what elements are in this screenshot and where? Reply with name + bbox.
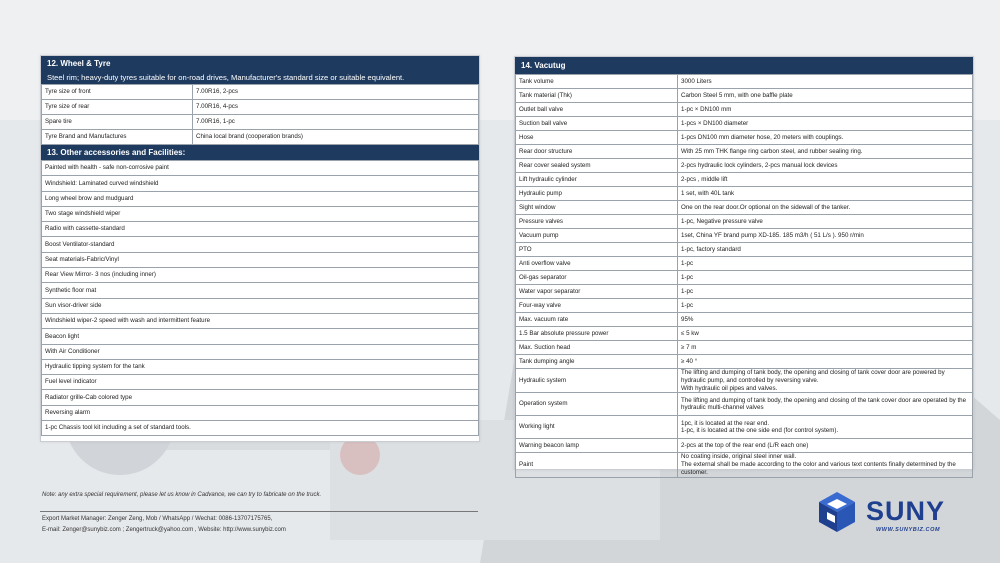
spec-label: Pressure valves (516, 215, 678, 229)
table-row (42, 176, 479, 191)
spec-value (678, 271, 973, 285)
table-row (516, 341, 973, 355)
accessories-table (41, 160, 479, 436)
table-row (516, 271, 973, 285)
spec-value-line: ≥ 7 m (681, 343, 697, 351)
table-row (516, 215, 973, 229)
table-row (42, 390, 479, 405)
spec-value-line: With 25 mm THK flange ring carbon steel, and rubber sealing ring. (681, 147, 863, 155)
spec-label: Operation system (516, 393, 678, 416)
spec-value-line: 1-pc × DN100 mm (681, 105, 732, 113)
table-row (516, 369, 973, 393)
table-row (42, 405, 479, 420)
contact-manager: Export Market Manager: Zenger Zeng, Mob / WhatsApp / Wechat: 0086-13707175765, (42, 516, 273, 522)
accessory-item: Windshield wiper-2 speed with wash and intermittent feature (42, 313, 479, 328)
spec-label: Rear door structure (516, 145, 678, 159)
table-row (42, 115, 479, 130)
table-row (42, 85, 479, 100)
accessory-item: Rear View Mirror- 3 nos (including inner) (42, 268, 479, 283)
table-row (516, 187, 973, 201)
spec-label: Paint (516, 453, 678, 477)
spec-value-line: With hydraulic oil pipes and valves. (681, 384, 778, 392)
table-row (42, 130, 479, 145)
spec-value (678, 393, 973, 416)
right-spec-panel (514, 56, 974, 476)
table-row (42, 252, 479, 267)
accessory-item: Fuel level indicator (42, 375, 479, 390)
spec-label: Working light (516, 416, 678, 439)
table-row (42, 344, 479, 359)
spec-label: Tank dumping angle (516, 355, 678, 369)
spec-value (678, 453, 973, 477)
spec-value-line: Carbon Steel 5 mm, with one baffle plate (681, 91, 793, 99)
spec-value (678, 416, 973, 439)
spec-value (678, 243, 973, 257)
spec-label: Suction ball valve (516, 117, 678, 131)
spec-value-line: No coating inside, original steel inner wall. (681, 453, 797, 461)
accessory-item: Windshield: Laminated curved windshield (42, 176, 479, 191)
spec-label: Hose (516, 131, 678, 145)
spec-label: Anti overflow valve (516, 257, 678, 271)
table-row (42, 359, 479, 374)
table-row (516, 257, 973, 271)
table-row (42, 222, 479, 237)
spec-value-line: 1-pc, factory standard (681, 245, 741, 253)
spec-label: Tyre Brand and Manufactures (42, 130, 193, 145)
spec-value-line: ≤ 5 kw (681, 329, 699, 337)
table-row (42, 298, 479, 313)
table-row (516, 416, 973, 439)
accessory-item: 1-pc Chassis tool kit including a set of standard tools. (42, 421, 479, 436)
accessory-item: Synthetic floor mat (42, 283, 479, 298)
spec-value-line: 1-pcs × DN100 diameter (681, 119, 749, 127)
spec-value (678, 187, 973, 201)
suny-cube-logo-icon (815, 490, 859, 534)
logo-url: WWW.SUNYBIZ.COM (876, 527, 941, 533)
accessory-item: With Air Conditioner (42, 344, 479, 359)
spec-value (678, 173, 973, 187)
spec-value-line: The external shall be made according to the color and various text contents finally determined by the customer. (681, 461, 956, 476)
table-row (516, 75, 973, 89)
spec-label: Tyre size of rear (42, 100, 193, 115)
spec-value (678, 439, 973, 453)
spec-value-line: 3000 Liters (681, 77, 712, 85)
spec-value-line: 1-pc (681, 301, 694, 309)
accessories-title: 13. Other accessories and Facilities: (41, 145, 479, 160)
table-row (42, 237, 479, 252)
spec-value-line: 1-pc, Negative pressure valve (681, 217, 763, 225)
table-row (516, 453, 973, 477)
left-spec-panel (40, 55, 480, 442)
spec-label: Hydraulic system (516, 369, 678, 393)
accessory-item: Two stage windshield wiper (42, 206, 479, 221)
spec-value (678, 355, 973, 369)
vacutug-table (515, 74, 973, 478)
spec-value (678, 313, 973, 327)
spec-label: Max. Suction head (516, 341, 678, 355)
accessory-item: Radio with cassette-standard (42, 222, 479, 237)
table-row (516, 243, 973, 257)
table-row (42, 100, 479, 115)
table-row (516, 229, 973, 243)
spec-value (678, 75, 973, 89)
accessory-item: Long wheel brow and mudguard (42, 191, 479, 206)
table-row (516, 89, 973, 103)
spec-value: 7.00R16, 4-pcs (193, 100, 479, 115)
table-row (516, 313, 973, 327)
spec-label: Tyre size of front (42, 85, 193, 100)
spec-value-line: The lifting and dumping of tank body, the opening and closing of the tank cover door are operated by the hydraulic multi-channel valves (681, 396, 967, 412)
spec-label: Sight window (516, 201, 678, 215)
spec-label: Hydraulic pump (516, 187, 678, 201)
table-row (42, 283, 479, 298)
table-row (516, 299, 973, 313)
footer-note: Note: any extra special requirement, please let us know in Cadvance, we can try to fabricate on the truck. (42, 492, 322, 498)
logo-wordmark: SUNY (866, 496, 946, 526)
contact-email: E-mail: Zenger@sunybiz.com ; Zengertruck@yahoo.com , Website: http://www.sunybiz.com (42, 527, 286, 533)
spec-value (678, 285, 973, 299)
spec-value (678, 145, 973, 159)
table-row (516, 145, 973, 159)
table-row (516, 117, 973, 131)
spec-label: Water vapor separator (516, 285, 678, 299)
table-row (516, 201, 973, 215)
table-row (42, 191, 479, 206)
wheel-tyre-title: 12. Wheel & Tyre (41, 56, 479, 71)
spec-value-line: 1pc, it is located at the rear end. (681, 419, 770, 427)
spec-label: 1.5 Bar absolute pressure power (516, 327, 678, 341)
wheel-tyre-subtitle: Steel rim; heavy-duty tyres suitable for on-road drives, Manufacturer's standard size or suitable equivalent. (41, 71, 479, 84)
spec-value (678, 341, 973, 355)
table-row (42, 329, 479, 344)
spec-value (678, 215, 973, 229)
spec-value (678, 327, 973, 341)
spec-value-line: 1-pcs DN100 mm diameter hose, 20 meters with couplings. (681, 133, 844, 141)
spec-value-line: One on the rear door.Or optional on the sidewall of the tanker. (681, 203, 851, 211)
vacutug-title: 14. Vacutug (515, 57, 973, 74)
spec-value-line: 1-pc, it is located at the one side end (for control system). (681, 427, 839, 435)
spec-value (678, 89, 973, 103)
spec-value (678, 229, 973, 243)
spec-value-line: 1-pc (681, 259, 694, 267)
table-row (516, 355, 973, 369)
accessory-item: Radiator grille-Cab colored type (42, 390, 479, 405)
spec-value-line: 1 set, with 40L tank (681, 189, 735, 197)
table-row (42, 161, 479, 176)
table-row (42, 206, 479, 221)
spec-value (678, 103, 973, 117)
spec-label: Max. vacuum rate (516, 313, 678, 327)
spec-value-line: 2-pcs hydraulic lock cylinders, 2-pcs manual lock devices (681, 161, 838, 169)
table-row (516, 439, 973, 453)
spec-label: Four-way valve (516, 299, 678, 313)
table-row (516, 173, 973, 187)
table-row (516, 393, 973, 416)
spec-value (678, 159, 973, 173)
accessory-item: Boost Ventilator-standard (42, 237, 479, 252)
spec-value (678, 201, 973, 215)
spec-value (678, 131, 973, 145)
table-row (516, 285, 973, 299)
table-row (42, 375, 479, 390)
spec-value (678, 369, 973, 393)
accessory-item: Beacon light (42, 329, 479, 344)
table-row (42, 421, 479, 436)
spec-value-line: 2-pcs , middle lift (681, 175, 728, 183)
table-row (516, 327, 973, 341)
spec-label: Outlet ball valve (516, 103, 678, 117)
spec-value: 7.00R16, 1-pc (193, 115, 479, 130)
table-row (42, 313, 479, 328)
accessory-item: Hydraulic tipping system for the tank (42, 359, 479, 374)
spec-label: Lift hydraulic cylinder (516, 173, 678, 187)
spec-value-line: 1-pc (681, 273, 694, 281)
spec-label: Tank material (Thk) (516, 89, 678, 103)
table-row (516, 103, 973, 117)
spec-label: Rear cover sealed system (516, 159, 678, 173)
spec-label: Tank volume (516, 75, 678, 89)
spec-value-line: 95% (681, 315, 694, 323)
spec-label: Oil-gas separator (516, 271, 678, 285)
spec-value-line: 1-pc (681, 287, 694, 295)
spec-label: Vacuum pump (516, 229, 678, 243)
table-row (516, 131, 973, 145)
spec-label: Spare tire (42, 115, 193, 130)
accessory-item: Sun visor-driver side (42, 298, 479, 313)
spec-value-line: ≥ 40 ° (681, 357, 698, 365)
spec-value-line: 2-pcs at the top of the rear end (L/R each one) (681, 441, 809, 449)
spec-value (678, 299, 973, 313)
spec-value (678, 117, 973, 131)
spec-value: China local brand (cooperation brands) (193, 130, 479, 145)
spec-label: Warning beacon lamp (516, 439, 678, 453)
wheel-tyre-table (41, 84, 479, 145)
spec-value (678, 257, 973, 271)
accessory-item: Reversing alarm (42, 405, 479, 420)
footer-divider (40, 511, 478, 512)
spec-value: 7.00R16, 2-pcs (193, 85, 479, 100)
spec-value-line: The lifting and dumping of tank body, the opening and closing of tank cover door are powered by hydraulic pump, and controlled by reversing valve. (681, 369, 945, 384)
table-row (42, 268, 479, 283)
table-row (516, 159, 973, 173)
spec-value-line: 1set, China YF brand pump XD-185. 185 m3/h ( 51 L/s ). 950 r/min (681, 231, 864, 239)
accessory-item: Painted with health - safe non-corrosive paint (42, 161, 479, 176)
spec-label: PTO (516, 243, 678, 257)
accessory-item: Seat materials-Fabric/Vinyl (42, 252, 479, 267)
